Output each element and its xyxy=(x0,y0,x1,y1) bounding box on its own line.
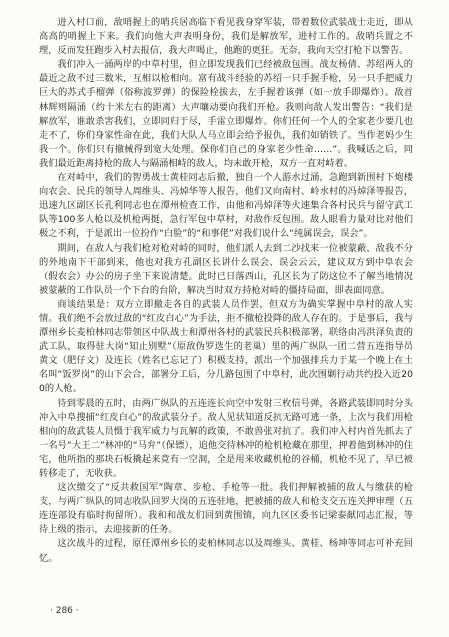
paragraph-1: 进入村口前，敌哨握上的哨兵居高临下看见我身穿军装，带着数位武装战士走近，即从高高的哨握上下来。我们向他大声表明身份，我们是解放军，进村工作的。敌哨兵置之不理，反而发狂跑步入村去报信，我大声喝止，他跑的更狂。无奈，我向天空打枪下以警告。 xyxy=(39,17,413,57)
paragraph-4: 期间，在敌人与我们枪对枪对峙的同时，他们派人去到二沙找来一位被蒙蔽、敌我不分的外地南下干部到来，他也对我方孔副区长讲什么误会、误会云云，建议双方到中阜农会（假农会）办公的房子坐下来说清楚。此时已日落西山，孔区长为了防这位不了解当地情况被蒙蔽的工作队员一个下台的台阶，解决当时双方持枪对峙的僵持局面，即表面同意。 xyxy=(39,242,413,296)
page-number: · 286 · xyxy=(50,606,79,616)
paragraph-6: 待到零晨的五时，由两广纵队的五连连长向空中发射三枚信号弹，各路武装即同时分头冲入中阜搜捕“红皮白心”的敌武装分子。敌人见状知道反抗无路可逃一条，上次与我们用枪相向的敌武装人员慑于我军威力与瓦解的政策，不敢兽张对抗了。我们冲入村内首先抓去了一名号“大王二”林冲的“马弁”（保镖），追他交待林冲的枪机枪藏在那里，押着他到林冲的住宅，他所指的那块石板撬起来竟有一空洞，全是用来收藏机枪的谷桶，机枪不见了，早已被转移走了，无收获。 xyxy=(39,397,413,479)
paragraph-2: 我们冲入一涌两岸的中草村里，但立即发现我们已经被敌包围。战友杨倩、苏绍两人的最近之敌不过三数米，互相以枪相向。富有战斗经验的苏绍一只手握手枪，另一只手把威力巨大的苏式手榴弹（俗称波罗弹）的保险栓拔去，左手握着该弹（如一放手即爆炸）。敌首林辉则隔涌（约十米左右的距离）大声嚷动要向我们开枪。我则向敌人发出警告：“我们是解放军，谁敢杀害我们，立即同归于尽，手雷立即爆炸。你们任何一个人的全家老少要几也走不了，你们身家性命在此，我们大队人马立即会给予报仇，我们如销铁了。当作老妈少生我一个。你们只有撤械得到宽大处理。保你们自己的身家老少性命……”。我喊话之后，同我们最近距离持枪的敌人与隔涌相峙的敌人，均未敢开枪，双方一直对峙着。 xyxy=(39,59,413,169)
paragraph-8: 这次战斗的过程，原任潭州乡长的麦柏林同志以及周维头、黄桂、杨坤等同志可补充回忆。 xyxy=(39,538,413,564)
paragraph-7: 这次缴交了“反共救国军”陶章、步枪、手枪等一批。我们押解被捕的敌人与缴获的枪支，与两广纵队的同志收队回罗大岗的五连驻地，把被捕的敌人和枪支交五连关押审理（五连连部设有临时拘留所）。我和和战友们回到黄围镇，向九区区委书记梁泰献同志汇报，等待上级的指示，去迎接新的任务。 xyxy=(39,482,413,536)
paragraph-5: 商谈结果是：双方立即撤走各自的武装人员作罢，但双方为确实掌握中阜村的敌人实情。我们绝不会放过敌的“红皮白心”为手法，拒不撤枪投降的敌人存在的。于是事后，我与潭州乡长麦柏林同志带领区中队战士和潭州各村的武装民兵积极部署，联络由冯洪泽负责的武工队，取得驻大岗“知止别墅”（原敌伪罗选生的老巢）里的两广纵队一团二营五连指导员黄文（肥仔文）及连长（姓名已忘记了）积极支持，派出一个加强排兵力于某一个晚上在土名叫“饭罗岗”的山下会合，部署分工后，分几路包围了中阜村，此次围剿行动共约投入近200的人枪。 xyxy=(39,298,413,395)
paragraph-3: 在对峙中，我们的智勇战士黄桂同志后撤，独自一个人游水过涌，急跑到新围村下炮楼向农会、民兵的领导人周维头、冯焯华等人报告，他们又向南村、岭水村的冯焯泽等报告，迅速九区副区长孔利同志也在潭州检查工作，由他和冯焯泽等火速集合各村民兵与留守武工队等100多人枪以及机枪两挺，急行军包中草村，对敌作反包围。敌人眼看力量对比对他们极之不利，于是派出一位扮作“白脸”的“和事佬”对我们说什么“纯属误会，误会”。 xyxy=(39,172,413,240)
